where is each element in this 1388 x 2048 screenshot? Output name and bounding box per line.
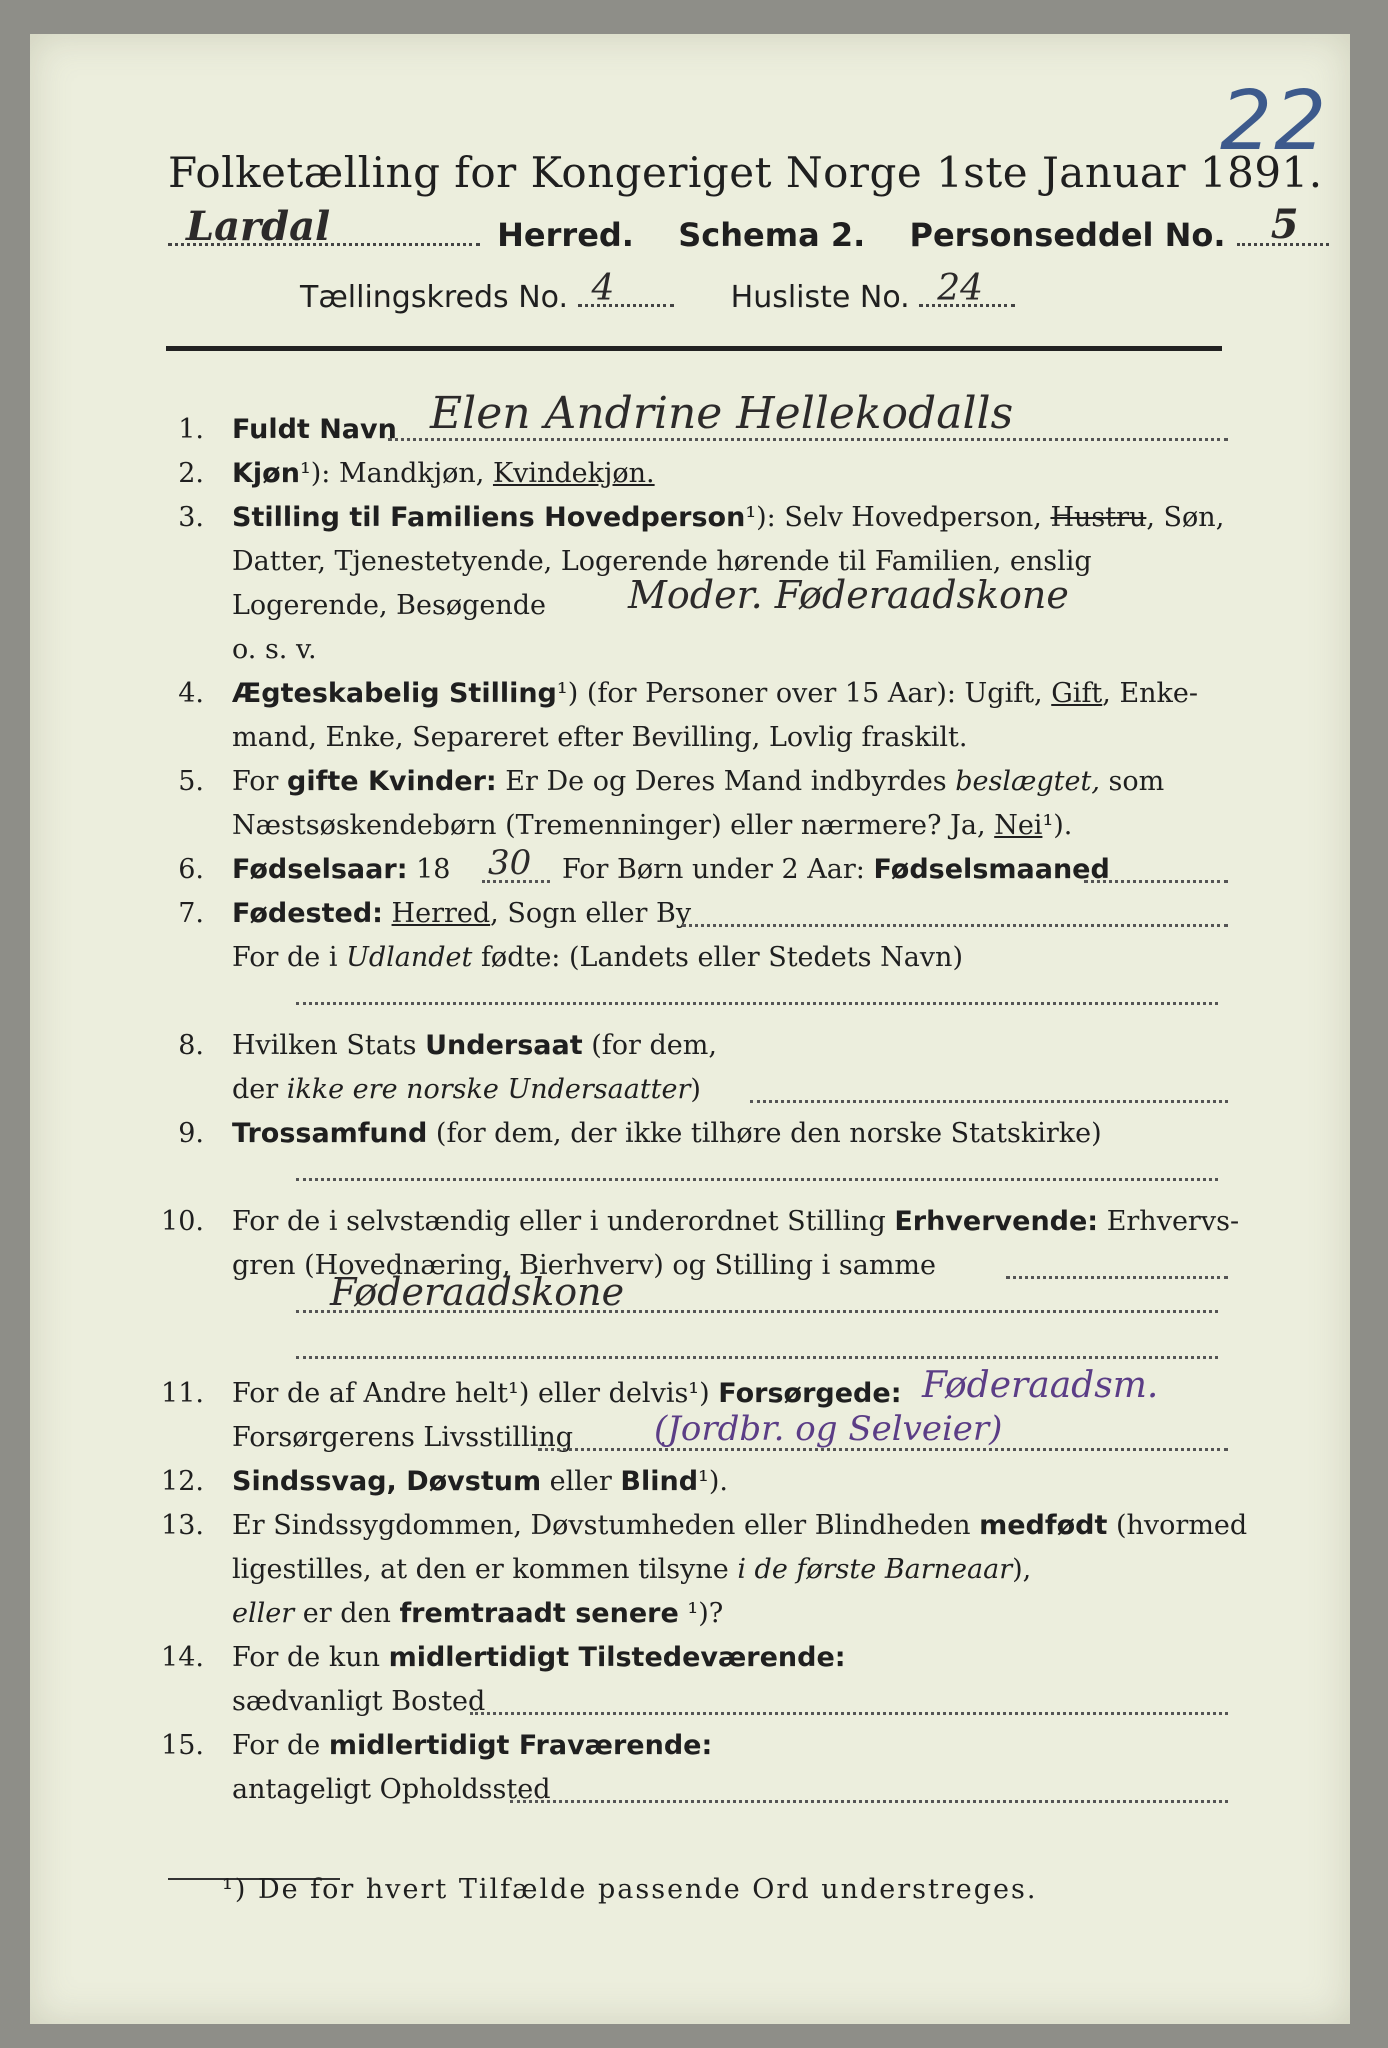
field-label: Fødselsaar: <box>232 854 408 885</box>
selected-option: Herred <box>391 898 491 929</box>
item-number: 3. <box>178 502 204 533</box>
field-text: Forsørgerens Livsstilling <box>232 1422 574 1453</box>
occupation-handwritten: Føderaadskone <box>330 1270 625 1314</box>
field-text: ), <box>1012 1554 1032 1585</box>
item-10-blank-line <box>296 1356 1218 1359</box>
birth-year-handwritten: 30 <box>488 843 532 883</box>
supporter-occupation-handwritten: (Jordbr. og Selveier) <box>654 1409 1003 1449</box>
kreds-field <box>578 268 678 315</box>
field-text: Udlandet <box>346 942 473 973</box>
husliste-no: 24 <box>937 268 984 309</box>
item-number: 9. <box>178 1118 204 1149</box>
field-text: , Enke- <box>1102 678 1199 709</box>
field-text: 18 <box>407 854 451 885</box>
field-text: beslægtet, <box>955 766 1100 797</box>
selected-option: Nei <box>994 810 1043 841</box>
field-text: For de kun <box>232 1642 389 1673</box>
field-label: Ægteskabelig Stilling <box>232 678 557 709</box>
personseddel-no: 5 <box>1270 201 1299 248</box>
field-text: Hvilken Stats <box>232 1030 426 1061</box>
field-text: For de i selvstændig eller i underordnet Stilling <box>232 1206 895 1237</box>
header-row-herred <box>168 201 1333 254</box>
field-text: ¹). <box>1042 810 1073 841</box>
field-label: Blind <box>620 1466 699 1497</box>
husliste-label: Husliste No. <box>730 280 910 315</box>
field-text: mand, Enke, Separeret efter Bevilling, Lovlig fraskilt. <box>232 722 968 753</box>
field-text: i de første Barneaar <box>737 1554 1013 1585</box>
item-number: 1. <box>178 414 204 445</box>
item-number: 7. <box>178 898 204 929</box>
field-text: Er De og Deres Mand indbyrdes <box>496 766 956 797</box>
field-label: Trossamfund <box>232 1118 428 1149</box>
field-text: sædvanligt Bosted <box>232 1686 486 1717</box>
husliste-field <box>919 268 1019 315</box>
field-text: For de af Andre helt¹) eller delvis¹) <box>232 1378 719 1409</box>
field-label: medfødt <box>979 1510 1108 1541</box>
personseddel-field <box>1237 201 1333 254</box>
field-label: Stilling til Familiens Hovedperson <box>232 502 746 533</box>
item-number: 13. <box>161 1510 204 1541</box>
field-text: Datter, Tjenestetyende, Logerende hørende til Familien, enslig <box>232 546 1092 577</box>
field-text: fødte: (Landets eller Stedets Navn) <box>472 942 963 973</box>
herred-field <box>168 203 486 254</box>
field-text: , Sogn eller By <box>490 898 692 929</box>
field-label: fremtraadt senere <box>399 1598 679 1629</box>
field-text: (hvormed <box>1107 1510 1248 1541</box>
item-7-blank-line <box>296 1002 1218 1005</box>
field-text: ¹): Selv Hovedperson, <box>745 502 1051 533</box>
field-text: ¹) (for Personer over 15 Aar): Ugift, <box>556 678 1052 709</box>
field-text: (for dem, der ikke tilhøre den norske Statskirke) <box>427 1118 1102 1149</box>
field-label: midlertidigt Tilstedeværende: <box>388 1642 846 1673</box>
field-text: er den <box>294 1598 400 1629</box>
item-number: 4. <box>178 678 204 709</box>
field-text: der <box>232 1074 287 1105</box>
field-text: For de <box>232 1730 329 1761</box>
personseddel-label: Personseddel No. <box>909 216 1226 254</box>
header-divider <box>166 346 1222 351</box>
field-label: Kjøn <box>232 458 300 489</box>
field-label: Fuldt Navn <box>232 414 397 445</box>
field-text: , Søn, <box>1146 502 1225 533</box>
full-name-handwritten: Elen Andrine Hellekodalls <box>430 388 1014 439</box>
field-text: Er Sindssygdommen, Døvstumheden eller Blindheden <box>232 1510 980 1541</box>
item-number: 8. <box>178 1030 204 1061</box>
herred-label: Herred. <box>497 216 634 254</box>
field-text: For <box>232 766 288 797</box>
page-number-stamp: 22 <box>1220 74 1329 169</box>
field-text: For Børn under 2 Aar: <box>562 854 874 885</box>
item-number: 10. <box>161 1206 204 1237</box>
herred-handwritten: Lardal <box>186 203 331 250</box>
item-number: 15. <box>161 1730 204 1761</box>
field-text: (for dem, <box>582 1030 717 1061</box>
field-text: eller <box>541 1466 621 1497</box>
field-text: eller <box>232 1598 295 1629</box>
field-text: Næstsøskendebørn (Tremenninger) eller nærmere? Ja, <box>232 810 995 841</box>
field-text: For de i <box>232 942 347 973</box>
item-number: 12. <box>161 1466 204 1497</box>
position-handwritten: Moder. Føderaadskone <box>628 573 1069 617</box>
field-text: Logerende, Besøgende <box>232 590 546 621</box>
field-text: ligestilles, at den er kommen tilsyne <box>232 1554 738 1585</box>
field-text: Erhvervs- <box>1098 1206 1240 1237</box>
kreds-no: 4 <box>591 268 615 309</box>
item-number: 2. <box>178 458 204 489</box>
footnote: ¹) De for hvert Tilfælde passende Ord understreges. <box>222 1874 1038 1905</box>
field-text: ikke ere norske Undersaatter <box>286 1074 691 1105</box>
item-9-blank-line <box>296 1178 1218 1181</box>
field-text: som <box>1099 766 1165 797</box>
item-number: 11. <box>161 1378 204 1409</box>
field-label: Forsørgede: <box>718 1378 902 1409</box>
supported-handwritten: Føderaadsm. <box>922 1365 1159 1406</box>
field-label: Undersaat <box>425 1030 583 1061</box>
field-text: ¹): Mandkjøn, <box>299 458 493 489</box>
form-title: Folketælling for Kongeriget Norge 1ste Januar 1891. <box>168 148 1323 197</box>
selected-option: Kvindekjøn. <box>492 458 655 489</box>
field-text: gren (Hovednæring, Bierhverv) og Stilling i samme <box>232 1250 937 1281</box>
field-label: gifte Kvinder: <box>287 766 497 797</box>
field-text: o. s. v. <box>232 634 317 665</box>
selected-option: Gift <box>1051 678 1103 709</box>
kreds-label: Tællingskreds No. <box>300 280 568 315</box>
field-label: Fødselsmaaned <box>873 854 1110 885</box>
header-row-kreds <box>300 268 1019 315</box>
field-text: ¹). <box>698 1466 728 1497</box>
field-text: ¹)? <box>678 1598 724 1629</box>
field-label: Fødested: <box>232 898 383 929</box>
field-label: Sindssvag, Døvstum <box>232 1466 542 1497</box>
struck-option: Hustru <box>1050 502 1147 533</box>
item-number: 6. <box>178 854 204 885</box>
field-label: Erhvervende: <box>894 1206 1099 1237</box>
item-number: 14. <box>161 1642 204 1673</box>
item-number: 5. <box>178 766 204 797</box>
field-text: ) <box>690 1074 701 1105</box>
field-label: midlertidigt Fraværende: <box>328 1730 713 1761</box>
schema-label: Schema 2. <box>678 216 866 254</box>
field-text: antageligt Opholdssted <box>232 1774 551 1805</box>
